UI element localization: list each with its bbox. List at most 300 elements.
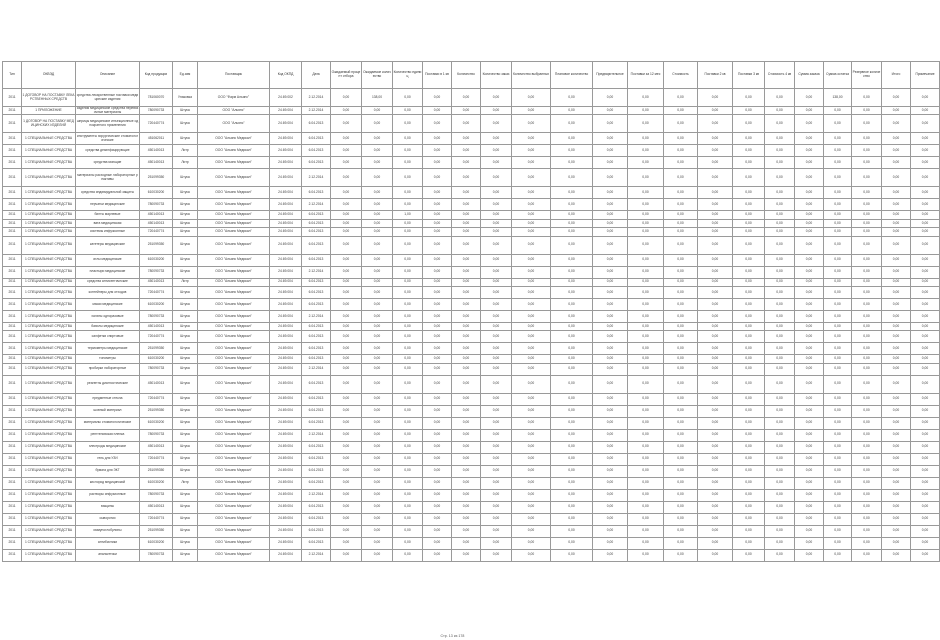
- table-cell: 0,00: [882, 525, 911, 537]
- table-cell: 780090733: [140, 266, 173, 278]
- table-cell: 0,00: [551, 298, 593, 310]
- table-cell: 0,00: [911, 322, 940, 330]
- table-cell: 0,00: [362, 417, 393, 429]
- table-cell: 0,00: [393, 465, 423, 477]
- table-cell: 0,00: [628, 310, 664, 322]
- table-cell: 2.12.2014: [302, 199, 331, 211]
- table-cell: 1 ПРИЛОЖЕНИЕ: [22, 107, 76, 115]
- table-cell: 24.69.004: [270, 393, 302, 405]
- table-cell: 0,00: [551, 145, 593, 157]
- table-row: [3, 199, 940, 211]
- table-cell: контейнеры для отходов: [76, 286, 140, 298]
- table-cell: 0,00: [362, 429, 393, 441]
- table-cell: 0,00: [362, 477, 393, 489]
- table-cell: 0,00: [664, 107, 698, 115]
- table-cell: 0,00: [765, 549, 795, 561]
- table-cell: 720440774: [140, 115, 173, 133]
- table-cell: 720440774: [140, 286, 173, 298]
- table-cell: 0,00: [452, 169, 481, 187]
- table-cell: 0,00: [393, 537, 423, 549]
- table-cell: Штука: [173, 501, 198, 513]
- table-cell: 0,00: [911, 157, 940, 169]
- table-cell: 0,00: [362, 525, 393, 537]
- table-cell: 0,00: [765, 322, 795, 330]
- table-cell: 0,00: [765, 254, 795, 266]
- table-cell: 2011: [3, 429, 22, 441]
- table-cell: 1 СПЕЦИАЛЬНЫЕ СРЕДСТВА: [22, 417, 76, 429]
- column-header: Стоимость 4 кв: [765, 62, 795, 89]
- table-cell: Штука: [173, 441, 198, 453]
- table-cell: 0,00: [882, 310, 911, 322]
- table-cell: 0,00: [765, 219, 795, 227]
- table-cell: 0,00: [393, 393, 423, 405]
- table-cell: 0,00: [852, 107, 882, 115]
- table-cell: 0,00: [593, 417, 628, 429]
- table-cell: 0,00: [882, 199, 911, 211]
- table-cell: 6.04.2013: [302, 322, 331, 330]
- table-cell: 0,00: [733, 429, 765, 441]
- table-cell: 0,00: [795, 298, 824, 310]
- table-cell: 0,00: [331, 441, 362, 453]
- table-cell: Штука: [173, 429, 198, 441]
- table-cell: 1 СПЕЦИАЛЬНЫЕ СРЕДСТВА: [22, 219, 76, 227]
- table-cell: 0,00: [911, 219, 940, 227]
- table-cell: Штука: [173, 525, 198, 537]
- table-cell: 0,00: [664, 375, 698, 393]
- table-cell: 0,00: [698, 405, 733, 417]
- column-header: Итого: [882, 62, 911, 89]
- table-cell: 0,00: [765, 89, 795, 107]
- table-cell: 1 ДОГОВОР НА ПОСТАВКУ ЛЕКАРСТВЕННЫХ СРЕДСТВ: [22, 89, 76, 107]
- table-cell: 0,00: [593, 145, 628, 157]
- table-cell: 0,00: [765, 343, 795, 355]
- table-cell: 0,00: [824, 145, 852, 157]
- table-cell: 781060070: [140, 89, 173, 107]
- table-cell: 720440774: [140, 228, 173, 236]
- table-cell: 0,00: [393, 278, 423, 286]
- table-cell: 0,00: [393, 157, 423, 169]
- table-cell: 0,00: [882, 405, 911, 417]
- table-cell: 0,00: [664, 331, 698, 343]
- table-cell: 0,00: [852, 549, 882, 561]
- table-cell: 0,00: [628, 441, 664, 453]
- table-cell: 0,00: [628, 465, 664, 477]
- table-cell: 0,00: [733, 343, 765, 355]
- table-cell: 0,00: [481, 343, 512, 355]
- table-cell: 0,00: [795, 363, 824, 375]
- table-cell: 0,00: [551, 477, 593, 489]
- table-cell: 0,00: [512, 343, 551, 355]
- table-cell: 0,00: [551, 211, 593, 219]
- table-row: [3, 107, 940, 115]
- table-cell: 0,00: [331, 429, 362, 441]
- column-header: Количество: [452, 62, 481, 89]
- table-cell: 0,00: [911, 405, 940, 417]
- table-cell: 0,00: [765, 405, 795, 417]
- table-cell: 0,00: [824, 465, 852, 477]
- table-row: [3, 441, 940, 453]
- table-cell: 0,00: [664, 465, 698, 477]
- table-cell: 1 СПЕЦИАЛЬНЫЕ СРЕДСТВА: [22, 322, 76, 330]
- table-cell: 0,00: [733, 187, 765, 199]
- table-cell: 24.69.004: [270, 219, 302, 227]
- table-cell: 2011: [3, 417, 22, 429]
- table-cell: Литр: [173, 145, 198, 157]
- table-cell: 0,00: [664, 405, 698, 417]
- table-cell: 0,00: [593, 89, 628, 107]
- table-cell: 0,00: [733, 211, 765, 219]
- table-cell: 0,00: [331, 343, 362, 355]
- table-cell: 0,00: [481, 363, 512, 375]
- column-header: Поставки за 12 мес: [628, 62, 664, 89]
- page-number: Стр. 13 из 178: [440, 634, 465, 638]
- table-cell: 0,00: [628, 525, 664, 537]
- table-header-row: [3, 62, 940, 89]
- table-cell: 0,00: [795, 477, 824, 489]
- table-cell: 0,00: [551, 133, 593, 145]
- table-cell: катетеры медицинские: [76, 236, 140, 254]
- table-cell: средства антисептические: [76, 278, 140, 286]
- table-cell: 0,00: [765, 199, 795, 211]
- table-cell: 450140013: [140, 441, 173, 453]
- table-cell: 0,00: [911, 501, 940, 513]
- table-cell: 1 СПЕЦИАЛЬНЫЕ СРЕДСТВА: [22, 477, 76, 489]
- table-cell: 0,00: [331, 298, 362, 310]
- table-cell: 0,00: [765, 286, 795, 298]
- table-cell: 0,00: [628, 228, 664, 236]
- table-cell: 0,00: [795, 310, 824, 322]
- table-cell: 0,00: [911, 441, 940, 453]
- table-cell: ООО "Альянс Медикал": [198, 501, 270, 513]
- table-cell: средства дезинфицирующие: [76, 145, 140, 157]
- table-cell: 0,00: [733, 133, 765, 145]
- column-header: Стоимость: [664, 62, 698, 89]
- table-cell: 0,00: [698, 501, 733, 513]
- table-cell: 0,00: [795, 187, 824, 199]
- table-cell: 0,00: [824, 199, 852, 211]
- table-cell: Штука: [173, 187, 198, 199]
- table-cell: 0,00: [481, 537, 512, 549]
- table-cell: 0,00: [882, 266, 911, 278]
- table-cell: 0,00: [765, 278, 795, 286]
- table-cell: 0,00: [824, 405, 852, 417]
- table-cell: 0,00: [512, 286, 551, 298]
- table-cell: 2011: [3, 363, 22, 375]
- table-cell: 24.69.004: [270, 211, 302, 219]
- table-cell: 0,00: [882, 343, 911, 355]
- table-cell: 0,00: [628, 89, 664, 107]
- table-cell: 0,00: [481, 465, 512, 477]
- table-cell: 0,00: [512, 477, 551, 489]
- table-cell: Штука: [173, 405, 198, 417]
- table-cell: 1 СПЕЦИАЛЬНЫЕ СРЕДСТВА: [22, 375, 76, 393]
- table-cell: 0,00: [795, 236, 824, 254]
- table-cell: 0,00: [512, 429, 551, 441]
- table-cell: 0,00: [423, 219, 452, 227]
- table-row: [3, 363, 940, 375]
- table-cell: 1 СПЕЦИАЛЬНЫЕ СРЕДСТВА: [22, 211, 76, 219]
- table-cell: 0,00: [664, 266, 698, 278]
- table-cell: 6.04.2013: [302, 211, 331, 219]
- table-cell: 0,00: [664, 525, 698, 537]
- table-cell: 2.12.2014: [302, 363, 331, 375]
- table-cell: 0,00: [593, 236, 628, 254]
- table-cell: 0,00: [852, 513, 882, 525]
- table-cell: 0,00: [765, 310, 795, 322]
- table-cell: термометры медицинские: [76, 343, 140, 355]
- table-cell: 0,00: [393, 355, 423, 363]
- table-cell: Штука: [173, 169, 198, 187]
- table-cell: 0,00: [664, 133, 698, 145]
- table-cell: Штука: [173, 199, 198, 211]
- table-cell: 0,00: [481, 187, 512, 199]
- table-cell: 0,00: [331, 375, 362, 393]
- table-cell: Штука: [173, 107, 198, 115]
- table-cell: 0,00: [452, 89, 481, 107]
- table-cell: 0,00: [824, 286, 852, 298]
- table-cell: ООО "Альянс Медикал": [198, 254, 270, 266]
- table-cell: 0,00: [852, 266, 882, 278]
- table-cell: 0,00: [593, 405, 628, 417]
- table-cell: 0,00: [512, 393, 551, 405]
- table-cell: 0,00: [698, 187, 733, 199]
- table-row: [3, 145, 940, 157]
- table-cell: 1 СПЕЦИАЛЬНЫЕ СРЕДСТВА: [22, 405, 76, 417]
- table-cell: 720440774: [140, 393, 173, 405]
- table-cell: 0,00: [452, 187, 481, 199]
- table-cell: 0,00: [512, 169, 551, 187]
- table-cell: 251099350: [140, 169, 173, 187]
- table-cell: 0,00: [852, 355, 882, 363]
- table-cell: ООО "Фарм Альянс": [198, 89, 270, 107]
- table-cell: Штука: [173, 465, 198, 477]
- table-cell: 251099350: [140, 343, 173, 355]
- table-cell: 24.69.004: [270, 254, 302, 266]
- column-header: Количество заказ: [481, 62, 512, 89]
- table-cell: 0,00: [882, 489, 911, 501]
- table-cell: 0,00: [733, 298, 765, 310]
- table-cell: ООО "Альянс Медикал": [198, 286, 270, 298]
- table-cell: 0,00: [331, 133, 362, 145]
- table-cell: реагенты диагностические: [76, 375, 140, 393]
- table-cell: 0,00: [331, 417, 362, 429]
- table-cell: 0,00: [664, 549, 698, 561]
- table-cell: 0,00: [512, 145, 551, 157]
- table-cell: 0,00: [852, 254, 882, 266]
- table-cell: 0,00: [628, 537, 664, 549]
- table-cell: Штука: [173, 489, 198, 501]
- table-cell: Литр: [173, 477, 198, 489]
- table-cell: 0,00: [393, 525, 423, 537]
- table-cell: 0,00: [852, 211, 882, 219]
- table-cell: 0,00: [795, 199, 824, 211]
- table-cell: 0,00: [911, 286, 940, 298]
- table-cell: 2.12.2014: [302, 266, 331, 278]
- table-cell: 0,00: [331, 322, 362, 330]
- table-cell: иммуноглобулины: [76, 525, 140, 537]
- table-cell: 0,00: [628, 489, 664, 501]
- table-cell: 0,00: [882, 169, 911, 187]
- table-row: [3, 477, 940, 489]
- table-cell: 0,00: [593, 169, 628, 187]
- table-cell: 0,00: [664, 310, 698, 322]
- table-cell: 1 СПЕЦИАЛЬНЫЕ СРЕДСТВА: [22, 266, 76, 278]
- table-cell: 24.69.004: [270, 513, 302, 525]
- table-cell: 0,00: [911, 477, 940, 489]
- table-cell: 2011: [3, 298, 22, 310]
- table-row: [3, 489, 940, 501]
- table-cell: 0,00: [824, 513, 852, 525]
- table-cell: 0,00: [481, 453, 512, 465]
- table-cell: 0,00: [664, 363, 698, 375]
- table-cell: 0,00: [664, 513, 698, 525]
- table-cell: 0,00: [593, 133, 628, 145]
- table-cell: 0,00: [593, 465, 628, 477]
- table-cell: 0,00: [911, 355, 940, 363]
- table-cell: 450140013: [140, 501, 173, 513]
- table-cell: 1 СПЕЦИАЛЬНЫЕ СРЕДСТВА: [22, 169, 76, 187]
- table-cell: 0,00: [733, 513, 765, 525]
- table-body: [3, 89, 940, 562]
- table-cell: 0,00: [452, 501, 481, 513]
- table-cell: предметные стекла: [76, 393, 140, 405]
- table-cell: 0,00: [765, 525, 795, 537]
- column-header: ОКВЭД: [22, 62, 76, 89]
- table-cell: 0,00: [393, 513, 423, 525]
- table-cell: 0,00: [628, 278, 664, 286]
- table-cell: 0,00: [512, 89, 551, 107]
- table-cell: Штука: [173, 236, 198, 254]
- column-header: Сумма остатка: [824, 62, 852, 89]
- table-cell: 0,00: [423, 393, 452, 405]
- table-cell: 0,00: [733, 278, 765, 286]
- table-cell: 0,00: [628, 393, 664, 405]
- table-cell: 2011: [3, 465, 22, 477]
- table-cell: 0,00: [481, 322, 512, 330]
- table-cell: 0,00: [423, 355, 452, 363]
- table-cell: 0,00: [551, 157, 593, 169]
- table-cell: 0,00: [698, 228, 733, 236]
- table-cell: 1 ДОГОВОР НА ПОСТАВКУ МЕДИЦИНСКИХ ИЗДЕЛИЙ: [22, 115, 76, 133]
- table-cell: 0,00: [698, 477, 733, 489]
- table-cell: 2011: [3, 228, 22, 236]
- table-cell: 0,00: [593, 477, 628, 489]
- table-cell: 0,00: [852, 375, 882, 393]
- table-cell: 0,00: [331, 331, 362, 343]
- table-cell: ООО "Альянс Медикал": [198, 310, 270, 322]
- table-cell: бинты марлевые: [76, 211, 140, 219]
- table-cell: 0,00: [512, 199, 551, 211]
- table-cell: 0,00: [733, 417, 765, 429]
- column-header: Количество выбранных: [512, 62, 551, 89]
- table-cell: 0,00: [393, 286, 423, 298]
- table-cell: 0,00: [852, 286, 882, 298]
- table-cell: Штука: [173, 393, 198, 405]
- table-cell: 0,00: [733, 375, 765, 393]
- table-cell: 0,00: [852, 199, 882, 211]
- table-cell: 0,00: [393, 266, 423, 278]
- table-cell: Штука: [173, 228, 198, 236]
- table-cell: 0,00: [551, 107, 593, 115]
- table-cell: 0,00: [481, 429, 512, 441]
- table-cell: 0,00: [698, 393, 733, 405]
- table-cell: 2011: [3, 107, 22, 115]
- table-cell: 0,00: [423, 343, 452, 355]
- table-cell: 0,00: [664, 322, 698, 330]
- table-cell: 0,00: [423, 375, 452, 393]
- table-cell: 0,00: [765, 393, 795, 405]
- table-cell: 0,00: [593, 199, 628, 211]
- table-cell: 0,00: [765, 441, 795, 453]
- table-cell: 0,00: [852, 393, 882, 405]
- table-cell: гель для УЗИ: [76, 453, 140, 465]
- table-cell: 24.69.004: [270, 477, 302, 489]
- table-cell: 0,00: [393, 322, 423, 330]
- table-cell: Штука: [173, 331, 198, 343]
- table-cell: 0,00: [452, 145, 481, 157]
- table-cell: 0,00: [393, 549, 423, 561]
- column-header: Тип: [3, 62, 22, 89]
- table-cell: 0,00: [698, 254, 733, 266]
- table-cell: иглы медицинские: [76, 254, 140, 266]
- table-cell: 0,00: [393, 310, 423, 322]
- table-cell: 0,00: [452, 525, 481, 537]
- table-cell: 251099350: [140, 236, 173, 254]
- table-cell: 0,00: [593, 549, 628, 561]
- table-cell: 0,00: [393, 441, 423, 453]
- table-cell: 0,00: [481, 254, 512, 266]
- table-cell: Штука: [173, 363, 198, 375]
- table-cell: 0,00: [551, 489, 593, 501]
- table-cell: 0,00: [628, 477, 664, 489]
- table-cell: 0,00: [824, 477, 852, 489]
- table-cell: 0,00: [362, 219, 393, 227]
- table-cell: 0,00: [393, 501, 423, 513]
- table-cell: 24.69.002: [270, 89, 302, 107]
- table-cell: 1 СПЕЦИАЛЬНЫЕ СРЕДСТВА: [22, 286, 76, 298]
- table-cell: 0,00: [911, 228, 940, 236]
- table-cell: 0,00: [593, 228, 628, 236]
- table-cell: 0,00: [393, 199, 423, 211]
- table-cell: 0,00: [882, 549, 911, 561]
- table-cell: 0,00: [733, 549, 765, 561]
- table-cell: 24.69.004: [270, 310, 302, 322]
- table-cell: 0,00: [628, 405, 664, 417]
- table-cell: 0,00: [393, 477, 423, 489]
- table-cell: 0,00: [882, 355, 911, 363]
- table-cell: 0,00: [852, 219, 882, 227]
- table-cell: 24.69.004: [270, 363, 302, 375]
- table-cell: 0,00: [628, 417, 664, 429]
- table-cell: 0,00: [733, 169, 765, 187]
- table-cell: 0,00: [452, 343, 481, 355]
- table-cell: 0,00: [795, 429, 824, 441]
- table-cell: ООО "Альянс Медикал": [198, 417, 270, 429]
- table-cell: 0,00: [362, 375, 393, 393]
- table-cell: 0,00: [452, 417, 481, 429]
- table-cell: 0,00: [551, 441, 593, 453]
- table-cell: 6.04.2013: [302, 375, 331, 393]
- table-cell: 0,00: [765, 477, 795, 489]
- table-cell: 0,00: [393, 133, 423, 145]
- table-cell: 0,00: [911, 254, 940, 266]
- table-cell: 0,00: [551, 429, 593, 441]
- table-cell: 0,00: [452, 157, 481, 169]
- table-cell: 0,00: [824, 219, 852, 227]
- table-cell: 0,00: [664, 169, 698, 187]
- table-cell: 0,00: [911, 331, 940, 343]
- table-cell: 0,00: [824, 343, 852, 355]
